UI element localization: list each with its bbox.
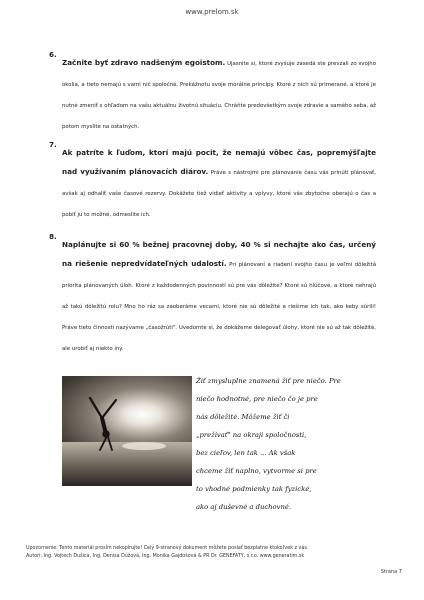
quote-line: niečo hodnotné, pre niečo čo je pre (196, 395, 318, 403)
item-body: Práve s nástrojmi pre plánovanie času vás prinúti plánovať, avšak aj odhaliť vaše časové rezervy. Dokážete tiež vidieť aktivity a vplyvy, ktoré vás zbytočne oberajú o čas a pobiť ju to možné, odmeslite ich. (62, 170, 377, 218)
list-item-7 (49, 140, 377, 222)
quote-line: bez cieľov, len tak ... Ak však (196, 449, 296, 457)
quote-line: to vhodné podmienky tak fyzické, (196, 485, 312, 493)
site-url: www.prelom.sk (185, 8, 239, 16)
footer-notice: Upozornenie: Tento materiál prosím nekopírujte! Celý 9-stranový dokument môžete poslať bezplatne ktokoľvek z vás. (26, 546, 309, 551)
item-body: Ujasnite si, ktoré zvyšuje zasedá ste prevzali zo svojho okolia, a tieto nemajú s vami nič spoločné. Prekážnotu svoje morálne princípy. Ktoré z nich sú primerané, a ktoré je nutné zmeniť s ohľadom na vašu aktuálnu životnú situáciu. Chráňte predovšetkým svoje zdravie a samého seba, až potom myslite na ostatných. (62, 61, 376, 130)
item-body: Pri plánovaní a riadení svojho času je veľmi dôležitá priorita plánovaných úloh. Ktoré z každodenných povinností sú pre vás dôležité? Ktoré sú hlúčové, a ktoré nehrajú až takú dôležitú rolu? Mno ho ráz sa zaoberáme vecami, ktoré nie sú dôležité a riešime ich tak, ako keby súrili! Práve tieto činnosti nazývame „časožrúti". Uvedomte si, že dokážeme delegovať úlohy, ktoré nie sú až tak dôležité, ale urobiť aj niekto iný. (62, 262, 377, 352)
item-heading: Naplánujte si 60 % bežnej pracovnej doby, 40 % si nechajte ako čas, určený na riešenie nepredvídateľných udalostí. (62, 240, 376, 268)
item-heading: Ak patríte k ľuďom, ktorí majú pocit, že nemajú vôbec čas, popremýšľajte nad využívaním plánovacích diárov. (62, 148, 376, 176)
footer (26, 545, 402, 561)
list-item-8 (49, 232, 377, 356)
quote-line: ako aj duševné a duchovné. (196, 503, 292, 511)
item-heading: Začnite byť zdravo nadšeným egoistom. (62, 58, 226, 67)
quote-line: „prežívať" na okraji spoločnosti, (196, 431, 307, 439)
quote-block (196, 372, 376, 516)
sunset-cartwheel-photo (62, 376, 192, 486)
footer-authors: Autori: Ing. Vojtech Dušica, Ing. Denisa Dúžová, Ing. Monika Gajdošová & PR Dr. GENEFATY, s.r.o. www.generatim.sk (26, 554, 305, 559)
item-number: 8. (49, 232, 57, 241)
quote-line: chceme žiť naplno, vytvorme si pre (196, 467, 317, 475)
item-number: 6. (49, 50, 57, 59)
page-number: Strana 7 (380, 569, 402, 575)
item-number: 7. (49, 140, 57, 149)
list-item-6 (49, 50, 376, 134)
quote-line: nás dôležité. Môžeme žiť či (196, 413, 290, 421)
quote-line: Žiť zmysluplne znamená žiť pre niečo. Pre (196, 377, 341, 385)
